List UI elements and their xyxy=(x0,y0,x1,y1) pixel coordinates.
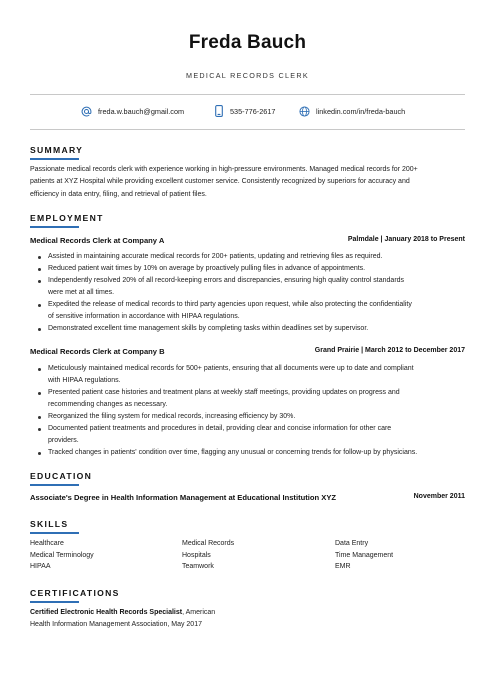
education-heading: EDUCATION xyxy=(30,471,93,481)
job-bullets xyxy=(37,363,465,459)
skill-item: Teamwork xyxy=(182,563,214,570)
contact-phone[interactable] xyxy=(213,104,275,118)
summary-line: patients at XYZ Hospital while providing excellent customer service. Consistently recognized by superiors for accuracy and xyxy=(30,178,410,186)
candidate-name: Freda Bauch xyxy=(188,32,307,53)
contact-email[interactable] xyxy=(81,104,184,118)
job-bullet: Assisted in maintaining accurate medical records for 200+ patients, updating and retrieving files as required. xyxy=(37,251,465,263)
job-bullet: Demonstrated excellent time management skills by completing tasks within deadlines set by supervisor. xyxy=(37,323,465,335)
certifications-heading: CERTIFICATIONS xyxy=(30,588,120,598)
employment-heading: EMPLOYMENT xyxy=(30,213,104,223)
header-top-divider xyxy=(30,94,465,95)
job-bullet: Expedited the release of medical records to third party agencies upon request, while also protecting the confidentiality of sensitive information in accordance with HIPAA regulations. xyxy=(37,299,465,323)
certifications-heading-underline xyxy=(30,601,79,603)
summary-line: Passionate medical records clerk with experience working in high-pressure environments. Managed medical records for 200+ xyxy=(30,166,418,173)
job-bullet: Reorganized the filing system for medical records, increasing efficiency by 30%. xyxy=(37,411,465,423)
education-degree: Associate's Degree in Health Information Management at Educational Institution XYZ xyxy=(30,493,337,502)
job-title: Medical Records Clerk at Company A xyxy=(30,236,165,245)
education-date: November 2011 xyxy=(413,493,465,500)
skill-item: EMR xyxy=(335,563,351,570)
employment-heading-underline xyxy=(30,226,79,228)
skills-heading: SKILLS xyxy=(30,519,69,529)
job-location-dates: Palmdale | January 2018 to Present xyxy=(347,236,465,243)
skill-item: Data Entry xyxy=(335,540,369,547)
contact-email-text: freda.w.bauch@gmail.com xyxy=(98,106,185,116)
certification-name: Certified Electronic Health Records Specialist xyxy=(30,609,183,616)
job-location-dates: Grand Prairie | March 2012 to December 2017 xyxy=(314,347,465,354)
summary-heading-underline xyxy=(30,158,79,160)
candidate-role: MEDICAL RECORDS CLERK xyxy=(186,71,309,80)
skill-item: HIPAA xyxy=(30,563,51,570)
certification-line xyxy=(30,609,215,616)
job-bullet: Reduced patient wait times by 10% on average by proactively pulling files in advance of appointments. xyxy=(37,263,465,275)
skill-item: Hospitals xyxy=(182,552,211,559)
job-title: Medical Records Clerk at Company B xyxy=(30,347,165,356)
summary-text xyxy=(30,164,465,201)
job-bullets xyxy=(37,251,465,335)
phone-icon xyxy=(213,105,224,117)
job-bullet: Presented patient case histories and treatment plans at weekly staff meetings, providing updates on progress and recommending changes as necessary. xyxy=(37,387,465,411)
certification-issuer-date: Health Information Management Association, May 2017 xyxy=(30,621,202,628)
contact-bar xyxy=(0,104,495,118)
skill-item: Medical Terminology xyxy=(30,552,94,559)
job-bullet: Meticulously maintained medical records for 500+ patients, ensuring that all documents were up to date and compliant with HIPAA regulations. xyxy=(37,363,465,387)
globe-icon xyxy=(299,105,310,117)
job-bullet: Tracked changes in patients' condition over time, flagging any unusual or concerning trends for follow-up by physicians. xyxy=(37,447,465,459)
contact-linkedin-text: linkedin.com/in/freda-bauch xyxy=(316,106,406,116)
summary-heading: SUMMARY xyxy=(30,145,84,155)
certification-issuer: , American xyxy=(182,609,216,616)
job-bullet: Documented patient treatments and procedures in detail, providing clear and concise information for other care providers. xyxy=(37,423,465,447)
summary-line: efficiency in data entry, filing, and retrieval of patient files. xyxy=(30,190,207,198)
skills-heading-underline xyxy=(30,532,79,534)
education-heading-underline xyxy=(30,484,79,486)
job-bullet: Independently resolved 20% of all record-keeping errors and discrepancies, ensuring high quality control standards were met at all times. xyxy=(37,275,465,299)
header-bottom-divider xyxy=(30,129,465,130)
skill-item: Healthcare xyxy=(30,540,64,547)
skill-item: Time Management xyxy=(335,552,394,559)
contact-phone-text: 535-776-2617 xyxy=(230,106,276,116)
contact-linkedin[interactable] xyxy=(299,104,405,118)
skill-item: Medical Records xyxy=(182,540,235,547)
at-sign-icon xyxy=(81,105,92,117)
